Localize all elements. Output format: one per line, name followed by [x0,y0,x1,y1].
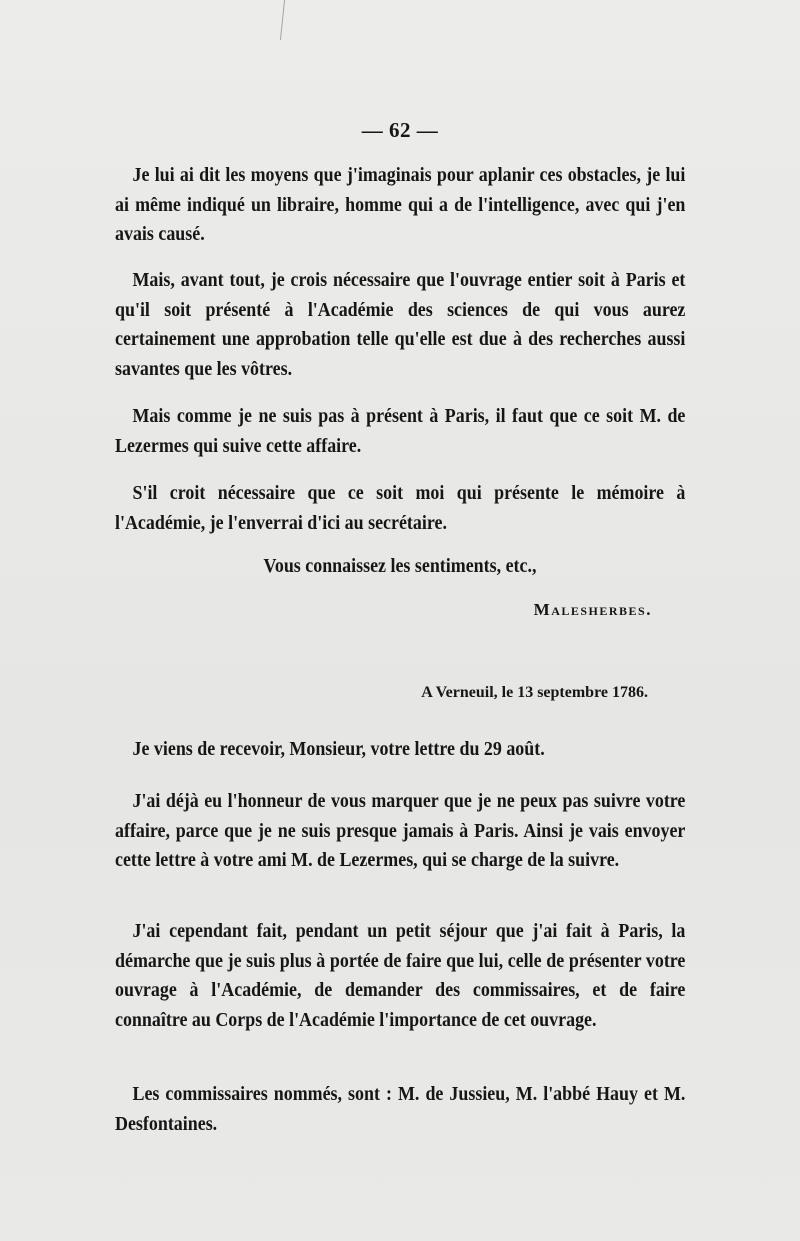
paragraph-1 [115,161,685,250]
paragraph-8 [115,1080,685,1139]
paragraph-text: Je lui ai dit les moyens que j'imaginais pour aplanir ces obstacles, je lui ai même indiqué un libraire, homme qui a de l'intelligence, avec qui j'en avais causé. [115,165,686,245]
page-number: — 62 — [361,118,439,142]
paragraph-text: S'il croit nécessaire que ce soit moi qui présente le mémoire à l'Académie, je l'enverrai d'ici au secrétaire. [115,483,686,534]
letter-closing: Vous connaissez les sentiments, etc., [263,556,537,577]
paragraph-text: Je viens de recevoir, Monsieur, votre lettre du 29 août. [132,739,545,760]
paragraph-text: Les commissaires nommés, sont : M. de Jussieu, M. l'abbé Hauy et M. Desfontaines. [115,1084,686,1135]
paragraph-6 [115,787,685,876]
paragraph-7 [115,917,685,1035]
paragraph-text: Mais, avant tout, je crois nécessaire que l'ouvrage entier soit à Paris et qu'il soit présenté à l'Académie des sciences de qui vous aurez certainement une approbation telle qu'elle est due à des recherches aussi savantes que les vôtres. [115,270,686,380]
letter-dateline: A Verneuil, le 13 septembre 1786. [421,684,648,701]
paragraph-2 [115,266,685,384]
paragraph-4 [115,479,685,538]
paragraph-3 [115,402,685,461]
paragraph-text: Mais comme je ne suis pas à présent à Paris, il faut que ce soit M. de Lezermes qui suive cette affaire. [115,406,686,457]
paragraph-5 [115,735,685,765]
letter-signature: Malesherbes. [533,600,652,619]
pen-stroke [280,0,285,40]
paragraph-text: J'ai déjà eu l'honneur de vous marquer que je ne peux pas suivre votre affaire, parce que je ne suis presque jamais à Paris. Ainsi je vais envoyer cette lettre à votre ami M. de Lezermes, qui se charge de la suivre. [115,791,686,871]
paragraph-text: J'ai cependant fait, pendant un petit séjour que j'ai fait à Paris, la démarche que je suis plus à portée de faire que lui, celle de présenter votre ouvrage à l'Académie, de demander des commissaires, et de faire connaître au Corps de l'Académie l'importance de cet ouvrage. [115,921,686,1031]
